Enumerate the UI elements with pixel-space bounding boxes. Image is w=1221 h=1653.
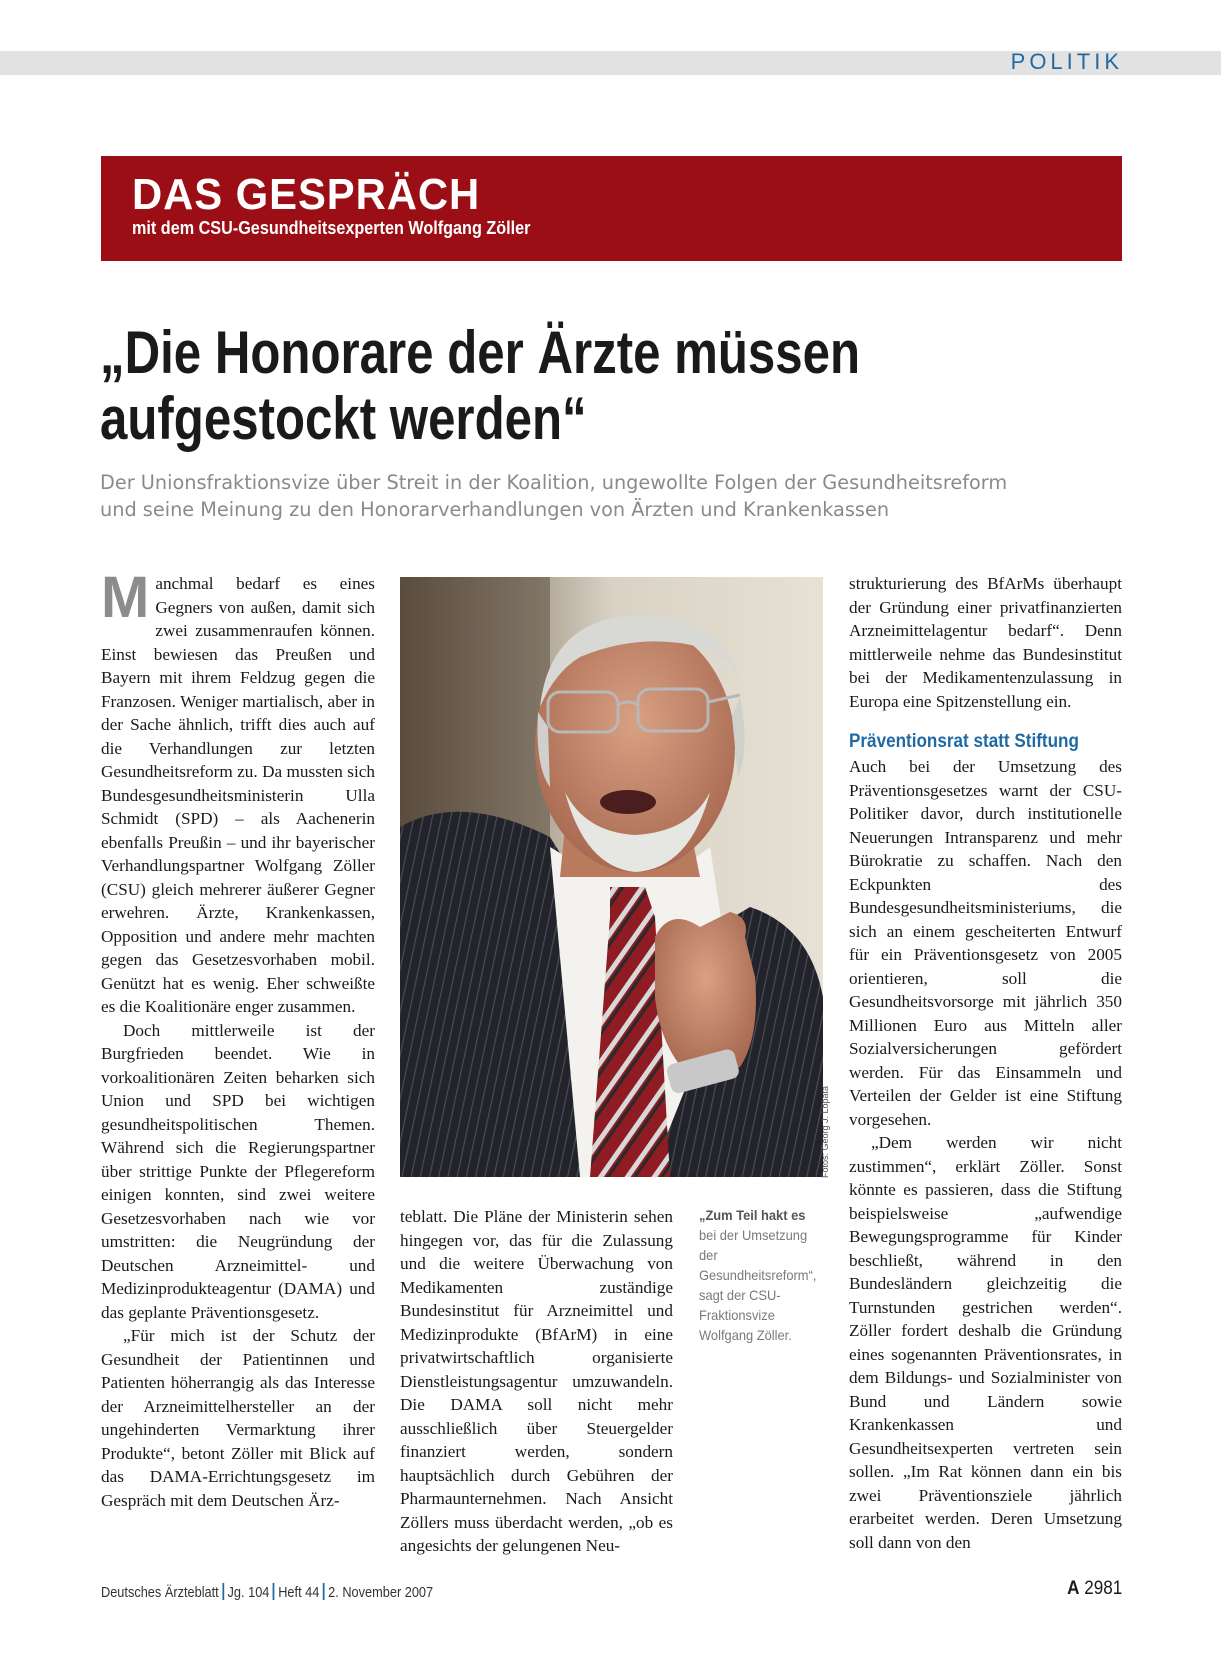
photo-caption <box>699 1205 819 1345</box>
paragraph: Auch bei der Umsetzung des Präventionsgesetzes warnt der CSU-Politiker davor, durch institutionelle Neuerungen Intransparenz und mehr Bürokratie zu schaffen. Nach den Eckpunkten des Bundesgesundheitsministeriums, die sich an einem gescheiterten Entwurf für ein Präventionsgesetz von 2005 orientieren, soll die Gesundheitsvorsorge mit jährlich 350 Millionen Euro aus Mitteln aller Sozialversicherungen gefördert werden. Für das Einsammeln und Verteilen der Gelder ist eine Stiftung vorgesehen. <box>849 757 1122 1129</box>
deck <box>100 469 1140 523</box>
paragraph: „Für mich ist der Schutz der Gesundheit der Patientinnen und Patienten höherrangig als das Interesse der Arzneimittelhersteller an der ungehinderten Vermarktung ihrer Produkte“, betont Zöller mit Blick auf das DAMA-Errichtungsgesetz im Gespräch mit dem Deutschen Ärz- <box>101 1326 375 1510</box>
journal-name: Deutsches Ärzteblatt <box>101 1585 219 1601</box>
drop-cap: M <box>101 565 150 630</box>
caption-lead: „Zum Teil hakt es <box>699 1207 806 1223</box>
banner-title: DAS GESPRÄCH <box>132 170 481 219</box>
photo-credit: Fotos: Georg J. Lopata <box>820 1085 830 1178</box>
subheading: Präventionsrat statt Stiftung <box>849 731 1079 752</box>
paragraph: Doch mittlerweile ist der Burgfrieden beendet. Wie in vorkoalitionären Zeiten beharken sich Union und SPD bei wichtigen gesundheitspolitischen Themen. Während sich die Regierungspartner über strittige Punkte der Pflegereform einigen konnten, sind zwei weitere Gesetzesvorhaben nach wie vor umstritten: die Neugründung der Deutschen Arzneimittel- und Medizinprodukteagentur (DAMA) und das geplante Präventionsgesetz. <box>101 1020 375 1322</box>
article-column-1 <box>101 565 375 1512</box>
paragraph-text: anchmal bedarf es eines Gegners von außen, damit sich zwei zusammenraufen können. Einst bewiesen das Preußen und Bayern mit ihrem Feldzug gegen die Franzosen. Weniger martialisch, aber in der Sache ähnlich, trifft dies auch auf die Verhandlungen zur letzten Gesundheitsreform zu. Da mussten sich Bundesgesundheitsministerin Ulla Schmidt (SPD) – als Aachenerin ebenfalls Preußin – und ihr bayerischer Verhandlungspartner Wolfgang Zöller (CSU) gleich mehrerer äußerer Gegner erwehren. Ärzte, Krankenkassen, Opposition und andere mehr machten gegen das Gesetzesvorhaben mobil. Genützt hat es wenig. Eher schweißte es die Koalitionäre enger zusammen. <box>101 574 375 1016</box>
caption-text: bei der Umsetzung der Gesundheitsreform“, sagt der CSU-Fraktionsvize Wolfgang Zöller. <box>699 1227 817 1343</box>
volume: Jg. 104 <box>227 1585 270 1601</box>
deck-line-2: und seine Meinung zu den Honorarverhandlungen von Ärzten und Krankenkassen <box>100 498 890 521</box>
deck-line-1: Der Unionsfraktionsvize über Streit in der Koalition, ungewollte Folgen der Gesundheitsreform <box>100 471 1008 494</box>
separator <box>323 1583 325 1600</box>
page-prefix: A <box>1066 1578 1080 1599</box>
paragraph: teblatt. Die Pläne der Ministerin sehen hingegen vor, das für die Zulassung und die weitere Überwachung von Medikamenten zuständige Bundesinstitut für Arzneimittel und Medizinprodukte (BfArM) in eine privatwirtschaftlich organisierte Dienstleistungsagentur umzuwandeln. Die DAMA soll nicht mehr ausschließlich über Steuergelder finanziert werden, sondern hauptsächlich durch Gebühren der Pharmaunternehmen. Nach Ansicht Zöllers muss überdacht werden, „ob es angesichts der gelungenen Neu- <box>400 1207 673 1555</box>
paragraph <box>101 565 375 1019</box>
article-column-2 <box>400 1205 673 1558</box>
section-label: POLITIK <box>1010 49 1123 74</box>
banner-subtitle: mit dem CSU-Gesundheitsexperten Wolfgang Zöller <box>132 218 531 238</box>
interview-banner <box>101 156 1122 261</box>
paragraph: strukturierung des BfArMs überhaupt der Gründung einer privatfinanzierten Arzneimittelagentur bedarf“. Denn mittlerweile nehme das Bundesinstitut bei der Medikamentenzulassung in Europa eine Spitzenstellung ein. <box>849 574 1122 711</box>
headline <box>100 320 969 452</box>
headline-line-1: „Die Honorare der Ärzte müssen <box>100 319 861 386</box>
issue-date: 2. November 2007 <box>328 1585 434 1601</box>
portrait-photo <box>400 577 823 1177</box>
footer-citation <box>101 1583 433 1601</box>
headline-line-2: aufgestockt werden“ <box>100 385 587 452</box>
page-number <box>1067 1578 1122 1600</box>
page-number-value: 2981 <box>1083 1578 1122 1599</box>
separator <box>222 1583 224 1600</box>
separator <box>273 1583 275 1600</box>
issue: Heft 44 <box>278 1585 320 1601</box>
paragraph: „Dem werden wir nicht zustimmen“, erklärt Zöller. Sonst könnte es passieren, dass die Stiftung beispielsweise „aufwendige Bewegungsprogramme für Kinder beschließt, während in den Bundesländern gleichzeitig die Turnstunden gestrichen werden“. Zöller fordert deshalb die Gründung eines sogenannten Präventionsrates, in dem Bildungs- und Sozialminister von Bund und Ländern sowie Krankenkassen und Gesundheitsexperten vertreten sein sollen. „Im Rat können dann ein bis zwei Präventionsziele jährlich erarbeitet werden. Deren Umsetzung soll dann von den <box>849 1133 1122 1552</box>
article-column-3 <box>849 572 1122 1554</box>
